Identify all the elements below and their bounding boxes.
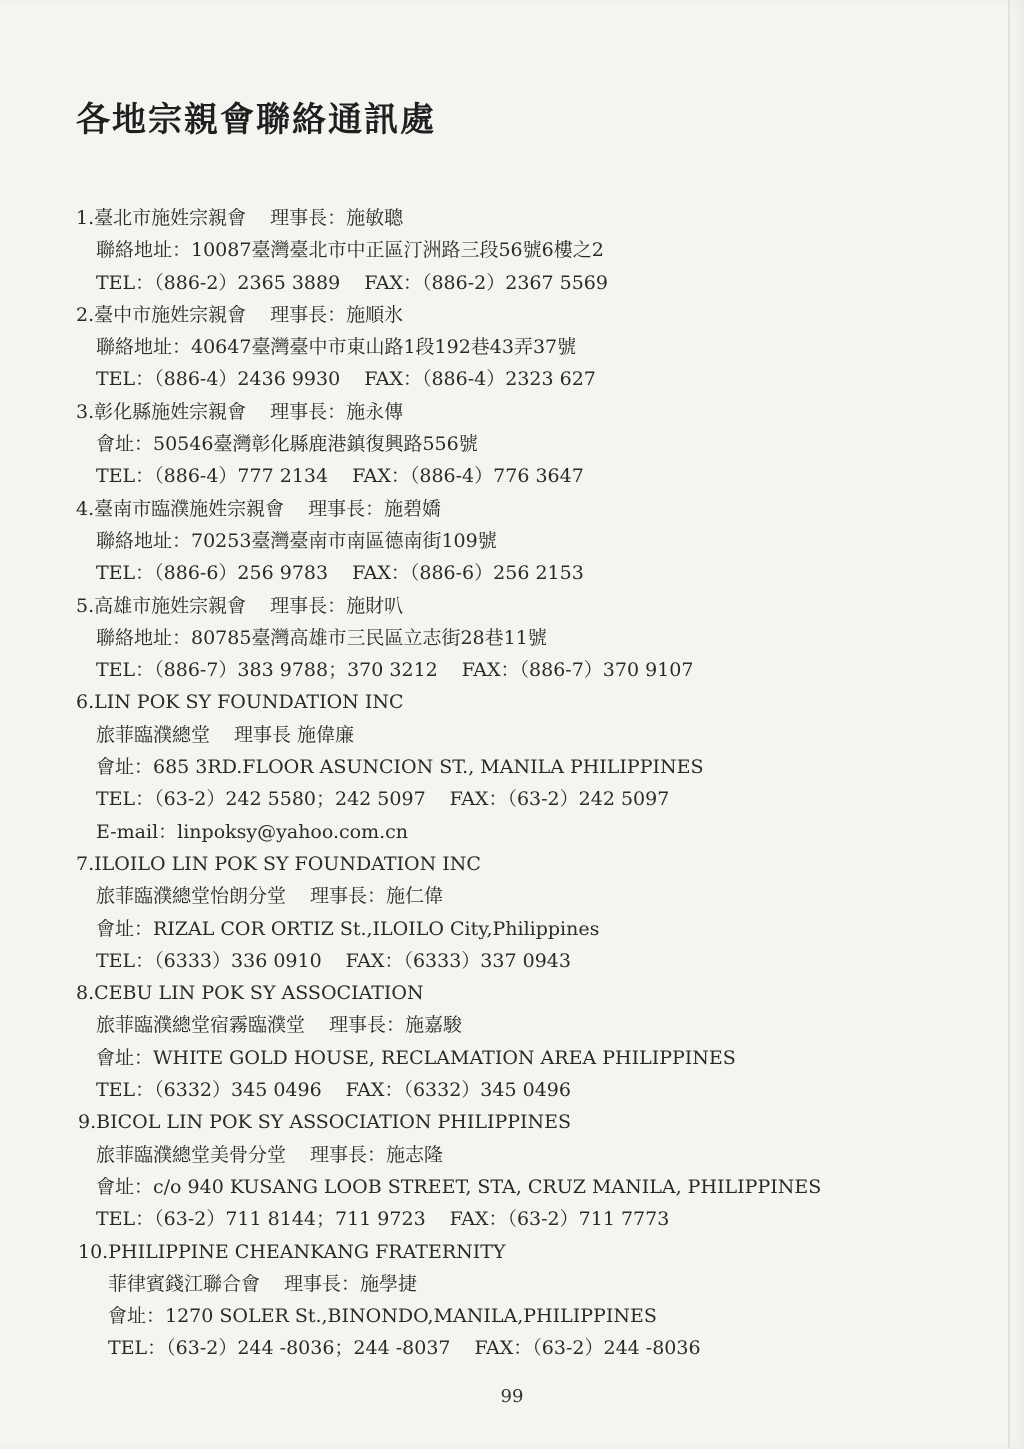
entry-text: TEL：（886-4）2436 9930 (96, 368, 341, 391)
entry-text: TEL：（6332）345 0496 (96, 1079, 322, 1102)
entry-text: 會址：50546臺灣彰化縣鹿港鎮復興路556號 (96, 433, 478, 456)
entry-text: 理事長：施財叭 (270, 594, 404, 617)
entry-heading (76, 202, 976, 234)
entry-detail-line (76, 1171, 976, 1203)
entry-text: 聯絡地址：10087臺灣臺北市中正區汀洲路三段56號6樓之2 (96, 239, 604, 262)
entry-text: 旅菲臨濮總堂怡朗分堂 (96, 885, 287, 908)
entry-text: 理事長：施順氷 (270, 303, 404, 326)
entry-text: 8.CEBU LIN POK SY ASSOCIATION (76, 982, 424, 1005)
entry-detail-line (76, 1074, 976, 1106)
entry-text: TEL：（6333）336 0910 (96, 949, 322, 972)
entry-text: 會址：1270 SOLER St.,BINONDO,MANILA,PHILIPPINES (108, 1305, 657, 1328)
entry-detail-line (76, 1009, 976, 1041)
entry-text: 7.ILOILO LIN POK SY FOUNDATION INC (76, 852, 481, 875)
entry-text: 2.臺中市施姓宗親會 (76, 303, 247, 326)
entry-text: 理事長：施永傳 (270, 400, 404, 423)
page-number: 99 (500, 1386, 524, 1407)
entry-heading (76, 977, 976, 1009)
entry-text: FAX：（886-4）2323 627 (364, 368, 596, 391)
entry-detail-line (76, 913, 976, 945)
entry-text: 5.高雄市施姓宗親會 (76, 594, 247, 617)
entry-heading (76, 1236, 976, 1268)
entry-detail-line (76, 557, 976, 589)
entry-heading (76, 299, 976, 331)
entry-text: 會址：WHITE GOLD HOUSE, RECLAMATION AREA PHILIPPINES (96, 1046, 736, 1069)
entry-text: TEL：（886-7）383 9788；370 3212 (96, 659, 438, 682)
entry-detail-line (76, 1203, 976, 1235)
entry-detail-line (76, 525, 976, 557)
entry-text: TEL：（63-2）244 -8036；244 -8037 (108, 1337, 451, 1360)
entry-text: 理事長：施嘉駿 (329, 1014, 463, 1037)
entry-text: 會址：685 3RD.FLOOR ASUNCION ST., MANILA PHILIPPINES (96, 756, 704, 779)
entry-text: E-mail：linpoksy@yahoo.com.cn (96, 820, 409, 843)
entry-text: FAX：（886-2）2367 5569 (364, 271, 608, 294)
association-contact-list (76, 202, 976, 1365)
entry-heading (76, 686, 976, 718)
entry-detail-line (76, 234, 976, 266)
entry-text: TEL：（886-4）777 2134 (96, 465, 329, 488)
entry-heading (76, 1106, 976, 1138)
entry-text: 4.臺南市臨濮施姓宗親會 (76, 497, 285, 520)
entry-heading (76, 396, 976, 428)
page-edge-shadow (1008, 0, 1010, 1449)
entry-detail-line (76, 331, 976, 363)
contact-entry (76, 396, 976, 493)
entry-text: TEL：（63-2）711 8144；711 9723 (96, 1208, 426, 1231)
contact-entry (76, 299, 976, 396)
entry-text: 理事長：施仁偉 (310, 885, 444, 908)
entry-heading (76, 848, 976, 880)
entry-text: 聯絡地址：40647臺灣臺中市東山路1段192巷43弄37號 (96, 336, 577, 359)
entry-text: 會址：c/o 940 KUSANG LOOB STREET, STA, CRUZ MANILA, PHILIPPINES (96, 1175, 822, 1198)
entry-detail-line (76, 267, 976, 299)
entry-text: 聯絡地址：70253臺灣臺南市南區德南街109號 (96, 529, 497, 552)
contact-entry (76, 977, 976, 1106)
entry-detail-line (76, 363, 976, 395)
entry-detail-line (76, 654, 976, 686)
entry-text: 理事長 施偉廉 (234, 723, 355, 746)
entry-detail-line (76, 622, 976, 654)
entry-text: TEL：（886-2）2365 3889 (96, 271, 341, 294)
entry-text: 3.彰化縣施姓宗親會 (76, 400, 247, 423)
entry-text: 10.PHILIPPINE CHEANKANG FRATERNITY (78, 1240, 506, 1263)
entry-text: 旅菲臨濮總堂 (96, 723, 211, 746)
entry-text: FAX：（63-2）244 -8036 (474, 1337, 701, 1360)
entry-text: 理事長：施學捷 (284, 1272, 418, 1295)
entry-detail-line (76, 945, 976, 977)
entry-text: 聯絡地址：80785臺灣高雄市三民區立志街28巷11號 (96, 626, 547, 649)
entry-detail-line (76, 816, 976, 848)
entry-detail-line (76, 1268, 976, 1300)
entry-detail-line (76, 783, 976, 815)
entry-heading (76, 590, 976, 622)
entry-text: FAX：（886-4）776 3647 (352, 465, 584, 488)
entry-text: FAX：（886-7）370 9107 (461, 659, 694, 682)
entry-text: 會址：RIZAL COR ORTIZ St.,ILOILO City,Philippines (96, 917, 600, 940)
entry-text: FAX：（6333）337 0943 (345, 949, 571, 972)
entry-text: TEL：（886-6）256 9783 (96, 562, 329, 585)
entry-detail-line (76, 751, 976, 783)
contact-entry (76, 686, 976, 847)
entry-detail-line (76, 1042, 976, 1074)
entry-text: 旅菲臨濮總堂美骨分堂 (96, 1143, 287, 1166)
entry-text: 6.LIN POK SY FOUNDATION INC (76, 691, 404, 714)
entry-detail-line (76, 1332, 976, 1364)
entry-text: TEL：（63-2）242 5580；242 5097 (96, 788, 426, 811)
entry-detail-line (76, 428, 976, 460)
entry-detail-line (76, 1139, 976, 1171)
contact-entry (76, 202, 976, 299)
entry-text: 理事長：施敏聰 (270, 207, 404, 229)
entry-text: 旅菲臨濮總堂宿霧臨濮堂 (96, 1014, 306, 1037)
entry-text: 9.BICOL LIN POK SY ASSOCIATION PHILIPPINES (78, 1111, 572, 1134)
entry-detail-line (76, 880, 976, 912)
contact-entry (76, 1106, 976, 1235)
contact-entry (76, 493, 976, 590)
entry-text: 1.臺北市施姓宗親會 (76, 207, 247, 229)
entry-text: 菲律賓錢江聯合會 (108, 1272, 261, 1295)
contact-entry (76, 1236, 976, 1365)
entry-text: FAX：（886-6）256 2153 (352, 562, 584, 585)
contact-entry (76, 848, 976, 977)
page-title: 各地宗親會聯絡通訊處 (76, 100, 436, 140)
contact-entry (76, 590, 976, 687)
entry-text: FAX：（63-2）711 7773 (449, 1208, 670, 1231)
entry-text: 理事長：施碧嬌 (308, 497, 442, 520)
entry-text: 理事長：施志隆 (310, 1143, 444, 1166)
entry-heading (76, 493, 976, 525)
entry-detail-line (76, 460, 976, 492)
entry-text: FAX：（6332）345 0496 (345, 1079, 571, 1102)
entry-text: FAX：（63-2）242 5097 (449, 788, 670, 811)
entry-detail-line (76, 719, 976, 751)
entry-detail-line (76, 1300, 976, 1332)
